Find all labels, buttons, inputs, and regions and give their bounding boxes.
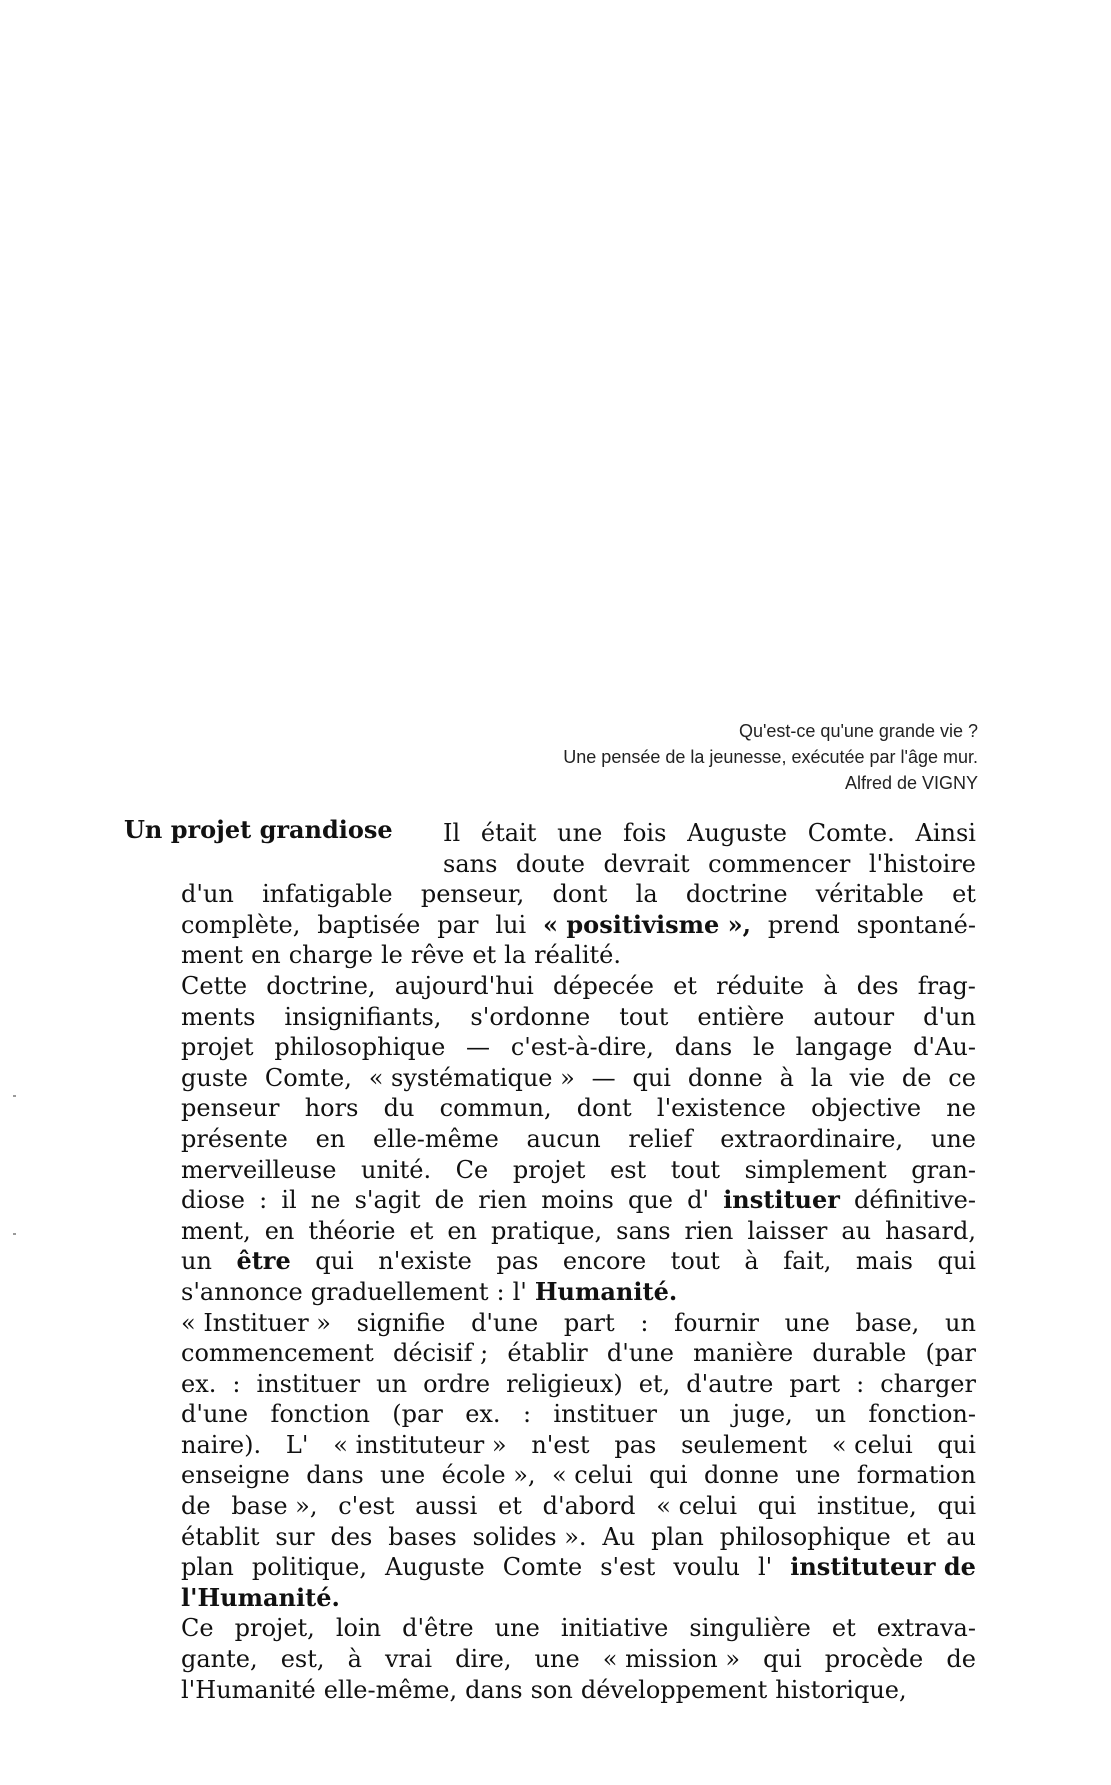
word: autour — [813, 1002, 895, 1031]
word: part — [563, 1308, 615, 1337]
word: Au — [602, 1522, 636, 1551]
word: un — [944, 1308, 976, 1337]
word: base », — [231, 1492, 318, 1521]
word: l' — [512, 1277, 527, 1306]
word: « celui — [551, 1461, 633, 1490]
word: d'une — [606, 1339, 674, 1368]
word: que — [627, 1186, 673, 1215]
word: « positivisme », — [543, 909, 751, 939]
word: pas — [614, 1430, 657, 1459]
word: une — [930, 1124, 976, 1153]
word: véritable — [815, 880, 924, 909]
word: ment, — [181, 1216, 251, 1245]
word: le — [380, 941, 403, 970]
word: hasard, — [885, 1216, 976, 1245]
word: sans — [443, 849, 498, 878]
word: d'abord — [542, 1492, 636, 1521]
text-line — [181, 1093, 976, 1124]
word: qui — [763, 1645, 802, 1674]
word: elle-même, — [323, 1675, 458, 1704]
word: Ce — [455, 1155, 489, 1184]
word: en — [447, 1216, 478, 1245]
word: initiative — [560, 1614, 669, 1643]
scan-speck — [13, 1095, 16, 1097]
word: guste — [181, 1063, 248, 1092]
word: aussi — [415, 1492, 478, 1521]
word: l'Humanité — [181, 1675, 316, 1704]
word: et — [472, 941, 497, 970]
text-line — [181, 1491, 976, 1522]
word: philosophique — [274, 1033, 446, 1062]
word: n'existe — [378, 1247, 472, 1276]
text-line — [181, 1002, 976, 1033]
word: ex. — [465, 1400, 501, 1429]
word: donne — [687, 1063, 763, 1092]
word: et — [906, 1522, 931, 1551]
word: projet — [181, 1033, 254, 1062]
word: tout — [670, 1247, 720, 1276]
word: « instituteur » — [333, 1430, 507, 1459]
word: : — [522, 1400, 532, 1429]
word: réalité. — [534, 941, 621, 970]
word: frag- — [917, 971, 976, 1000]
word: était — [480, 819, 537, 847]
word: plan — [181, 1553, 234, 1582]
word: projet, — [234, 1614, 315, 1643]
epigraph — [563, 718, 978, 796]
word: signifie — [356, 1308, 446, 1337]
word: à — [744, 1247, 759, 1276]
word: est, — [280, 1645, 325, 1674]
text-line — [181, 1155, 976, 1186]
word: moins — [541, 1186, 614, 1215]
word: diose — [181, 1186, 246, 1215]
word: définitive- — [854, 1186, 976, 1215]
word: ne — [946, 1094, 976, 1123]
word: doctrine — [685, 880, 788, 909]
word: graduellement — [310, 1277, 489, 1306]
epigraph-author: Alfred de VIGNY — [844, 773, 978, 793]
word: penseur — [181, 1094, 280, 1123]
word: naire). — [181, 1430, 262, 1459]
word: merveilleuse — [181, 1155, 337, 1184]
text-line — [181, 1552, 976, 1583]
word: aujourd'hui — [394, 971, 534, 1000]
word: s'agit — [354, 1186, 421, 1215]
word: n'est — [531, 1430, 590, 1459]
text-line — [181, 1338, 976, 1369]
word: Comte. — [807, 819, 895, 847]
text-line — [181, 1430, 976, 1461]
word: par — [437, 910, 479, 939]
text-line — [181, 1675, 976, 1706]
word: dire, — [455, 1645, 512, 1674]
word: doute — [515, 849, 585, 878]
word: entière — [697, 1002, 785, 1031]
word: Il — [443, 819, 461, 847]
word: unité. — [361, 1155, 432, 1184]
word: instituer — [723, 1185, 840, 1215]
text-line — [181, 1613, 976, 1644]
word: relief — [628, 1124, 693, 1153]
word: fonction — [270, 1400, 370, 1429]
word: d'une — [181, 1400, 249, 1429]
word: vie — [849, 1063, 886, 1092]
word: procède — [824, 1645, 924, 1674]
word: la — [504, 941, 527, 970]
word: langage — [795, 1033, 893, 1062]
word: qui — [757, 1492, 797, 1521]
word: — — [466, 1033, 491, 1062]
word: son — [530, 1675, 573, 1704]
word: qui — [649, 1461, 688, 1490]
text-line — [181, 818, 976, 849]
word: doctrine, — [266, 971, 376, 1000]
word: singulière — [689, 1614, 811, 1643]
word: seulement — [681, 1430, 808, 1459]
word: laisser — [747, 1216, 828, 1245]
word: ce — [948, 1063, 976, 1092]
word: la — [635, 880, 658, 909]
word: pas — [496, 1247, 539, 1276]
word: charge — [288, 941, 373, 970]
word: : — [232, 1369, 241, 1398]
word: dépecée — [552, 971, 654, 1000]
word: et — [498, 1492, 522, 1521]
word: L' — [285, 1430, 309, 1459]
word: est — [610, 1155, 647, 1184]
word: Comte — [502, 1553, 583, 1582]
word: institue, — [817, 1492, 917, 1521]
word: (par — [925, 1339, 976, 1368]
word: au — [841, 1216, 872, 1245]
word: dont — [576, 1094, 632, 1123]
text-line — [181, 1246, 976, 1277]
word: des — [330, 1522, 373, 1551]
word: fonction- — [868, 1400, 976, 1429]
word: qui — [632, 1063, 671, 1092]
word: ordre — [423, 1369, 491, 1398]
word: rien — [684, 1216, 734, 1245]
word: Humanité. — [534, 1276, 678, 1306]
word: au — [946, 1522, 976, 1551]
word: du — [383, 1094, 415, 1123]
text-line — [181, 849, 976, 880]
word: présente — [181, 1124, 288, 1153]
word: : — [856, 1369, 865, 1398]
word: part — [789, 1369, 841, 1398]
text-line — [181, 1032, 976, 1063]
word: d'un — [181, 880, 234, 909]
word: charger — [880, 1369, 976, 1398]
word: manière — [693, 1339, 794, 1368]
epigraph-answer: Une pensée de la jeunesse, exécutée par l'âge mur. — [563, 747, 978, 767]
word: théorie — [308, 1216, 396, 1245]
word: et — [831, 1614, 856, 1643]
word: et, — [638, 1369, 671, 1398]
word: elle-même — [373, 1124, 499, 1153]
word: établit — [181, 1522, 260, 1551]
word: l' — [757, 1553, 773, 1582]
word: historique, — [775, 1675, 907, 1704]
word: de — [901, 1063, 932, 1092]
word: base, — [855, 1308, 920, 1337]
word: simplement — [744, 1155, 887, 1184]
word: un — [679, 1400, 711, 1429]
word: réduite — [716, 971, 805, 1000]
word: — — [591, 1063, 616, 1092]
word: d'un — [923, 1002, 976, 1031]
word: qui — [937, 1247, 976, 1276]
word: dans — [465, 1675, 523, 1704]
word: en — [264, 1216, 295, 1245]
word: d'Au- — [913, 1033, 976, 1062]
word: et — [952, 880, 976, 909]
word: (par — [392, 1400, 443, 1429]
word: Comte, — [264, 1063, 352, 1092]
word: extraordinaire, — [720, 1124, 904, 1153]
word: formation — [856, 1461, 976, 1490]
word: infatigable — [262, 880, 393, 909]
word: une — [784, 1308, 830, 1337]
word: commencer — [708, 849, 851, 878]
word: tout — [619, 1002, 669, 1031]
word: à — [347, 1645, 362, 1674]
scan-speck — [13, 1233, 16, 1235]
text-line — [181, 1522, 976, 1553]
text-line — [181, 1124, 976, 1155]
word: c'est-à-dire, — [510, 1033, 654, 1062]
text-line — [181, 1399, 976, 1430]
word: insignifiants, — [284, 1002, 442, 1031]
word: d'être — [402, 1614, 474, 1643]
word: sans — [616, 1216, 671, 1245]
word: Auguste — [687, 819, 787, 847]
word: loin — [335, 1614, 382, 1643]
word: gran- — [911, 1155, 976, 1184]
word: projet — [512, 1155, 586, 1184]
word: à — [823, 971, 838, 1000]
word: ments — [181, 1002, 256, 1031]
word: tout — [670, 1155, 720, 1184]
word: de — [434, 1186, 465, 1215]
word: baptisée — [317, 910, 421, 939]
word: des — [856, 971, 899, 1000]
word: gante, — [181, 1645, 258, 1674]
word: « celui — [831, 1430, 913, 1459]
word: hors — [304, 1094, 359, 1123]
section-margin-title: Un projet grandiose — [124, 815, 393, 844]
word: un — [181, 1247, 212, 1276]
word: : — [640, 1308, 649, 1337]
text-line — [181, 1185, 976, 1216]
word: aucun — [526, 1124, 601, 1153]
word: ex. — [181, 1369, 217, 1398]
word: une — [534, 1645, 580, 1674]
word: d'une — [471, 1308, 539, 1337]
text-line — [181, 910, 976, 941]
word: fait, — [783, 1247, 832, 1276]
word: objective — [811, 1094, 922, 1123]
word: fournir — [674, 1308, 759, 1337]
word: le — [752, 1033, 775, 1062]
word: l'histoire — [868, 849, 976, 878]
word: une — [380, 1461, 426, 1490]
word: l'existence — [656, 1094, 786, 1123]
word: instituteur de — [790, 1552, 976, 1582]
word: enseigne — [181, 1461, 290, 1490]
word: c'est — [338, 1492, 395, 1521]
word: Ce — [181, 1614, 214, 1643]
word: et — [409, 1216, 434, 1245]
word: philosophique — [719, 1522, 891, 1551]
word: extrava- — [876, 1614, 976, 1643]
word: en — [315, 1124, 346, 1153]
text-line — [181, 1063, 976, 1094]
word: école », — [441, 1461, 536, 1490]
text-line — [181, 1216, 976, 1247]
word: la — [810, 1063, 833, 1092]
word: qui — [937, 1492, 976, 1521]
epigraph-question: Qu'est-ce qu'une grande vie ? — [738, 721, 978, 741]
word: sur — [275, 1522, 315, 1551]
word: commun, — [439, 1094, 552, 1123]
word: dont — [552, 880, 608, 909]
text-line — [181, 971, 976, 1002]
word: « Instituer » — [181, 1308, 331, 1337]
word: qui — [315, 1247, 354, 1276]
word: établir — [507, 1339, 588, 1368]
word: l'Humanité. — [181, 1582, 340, 1612]
word: il — [281, 1186, 297, 1215]
text-line — [181, 940, 976, 971]
text-line — [181, 1277, 976, 1308]
word: Cette — [181, 971, 248, 1000]
word: s'est — [600, 1553, 656, 1582]
word: un — [815, 1400, 847, 1429]
word: : — [496, 1277, 505, 1306]
word: et — [673, 971, 697, 1000]
word: politique, — [251, 1553, 367, 1582]
word: développement — [580, 1675, 768, 1704]
word: de — [181, 1492, 211, 1521]
word: dans — [306, 1461, 364, 1490]
text-line — [181, 1369, 976, 1400]
word: de — [946, 1645, 976, 1674]
word: instituer — [256, 1369, 361, 1398]
word: pratique, — [491, 1216, 603, 1245]
word: commencement — [181, 1339, 374, 1368]
word: complète, — [181, 910, 301, 939]
word: penseur, — [420, 880, 525, 909]
word: en — [251, 941, 281, 970]
word: mais — [855, 1247, 913, 1276]
word: Auguste — [384, 1553, 485, 1582]
word: solides ». — [472, 1522, 587, 1551]
word: une — [795, 1461, 841, 1490]
word: une — [557, 819, 603, 847]
word: un — [376, 1369, 408, 1398]
word: : — [259, 1186, 268, 1215]
word: ment — [181, 941, 244, 970]
word: rêve — [410, 941, 465, 970]
word: instituer — [553, 1400, 657, 1429]
word: prend — [767, 910, 840, 939]
word: qui — [937, 1430, 976, 1459]
word: s'ordonne — [470, 1002, 591, 1031]
word: d' — [687, 1186, 710, 1215]
word: ne — [310, 1186, 341, 1215]
word: décisif ; — [392, 1339, 489, 1368]
text-line — [181, 1460, 976, 1491]
word: « celui — [656, 1492, 738, 1521]
word: s'annonce — [181, 1277, 303, 1306]
word: « systématique » — [368, 1063, 575, 1092]
text-line — [181, 1308, 976, 1339]
word: lui — [495, 910, 527, 939]
word: religieux) — [506, 1369, 623, 1398]
text-line — [181, 1583, 976, 1614]
word: bases — [388, 1522, 457, 1551]
word: vrai — [385, 1645, 433, 1674]
word: Ainsi — [915, 819, 976, 847]
word: plan — [651, 1522, 704, 1551]
body-text — [181, 818, 976, 1705]
word: être — [236, 1246, 291, 1276]
text-line — [181, 879, 976, 910]
word: encore — [562, 1247, 647, 1276]
word: spontané- — [856, 910, 976, 939]
word: voulu — [673, 1553, 740, 1582]
word: juge, — [732, 1400, 793, 1429]
text-line — [181, 1644, 976, 1675]
word: donne — [704, 1461, 779, 1490]
word: fois — [623, 819, 667, 847]
word: « mission » — [602, 1645, 741, 1674]
word: dans — [674, 1033, 733, 1062]
word: d'autre — [686, 1369, 774, 1398]
word: rien — [478, 1186, 528, 1215]
word: durable — [812, 1339, 907, 1368]
word: devrait — [603, 849, 690, 878]
word: à — [779, 1063, 794, 1092]
word: une — [494, 1614, 540, 1643]
